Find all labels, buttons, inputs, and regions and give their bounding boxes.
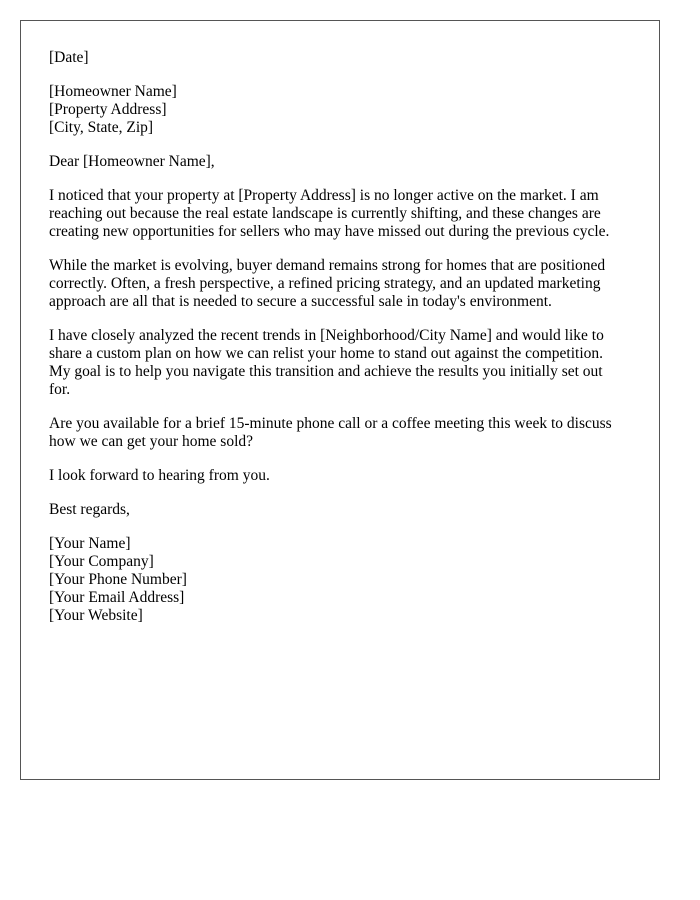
recipient-city: [City, State, Zip]	[49, 119, 154, 136]
body-line: I look forward to hearing from you.	[49, 467, 270, 484]
closing-text: Best regards,	[49, 501, 130, 518]
salutation	[49, 153, 631, 171]
sender-name: [Your Name]	[49, 535, 131, 552]
recipient-address	[49, 83, 631, 137]
body-line: for.	[49, 381, 71, 398]
recipient-street: [Property Address]	[49, 101, 167, 118]
signature-block	[49, 535, 631, 625]
body-line: correctly. Often, a fresh perspective, a refined pricing strategy, and an updated marketing	[49, 275, 601, 292]
body-line: I noticed that your property at [Property Address] is no longer active on the market. I am	[49, 187, 599, 204]
body-line: reaching out because the real estate landscape is currently shifting, and these changes are	[49, 205, 601, 222]
sender-email: [Your Email Address]	[49, 589, 185, 606]
date	[49, 49, 631, 67]
sender-phone: [Your Phone Number]	[49, 571, 187, 588]
body-paragraph-1	[49, 187, 631, 241]
closing	[49, 501, 631, 519]
body-line: Are you available for a brief 15-minute phone call or a coffee meeting this week to discuss	[49, 415, 612, 432]
body-line: approach are all that is needed to secure a successful sale in today's environment.	[49, 293, 552, 310]
body-line: I have closely analyzed the recent trends in [Neighborhood/City Name] and would like to	[49, 327, 604, 344]
body-line: creating new opportunities for sellers who may have missed out during the previous cycle.	[49, 223, 610, 240]
sender-company: [Your Company]	[49, 553, 154, 570]
body-paragraph-2	[49, 257, 631, 311]
sender-website: [Your Website]	[49, 607, 143, 624]
body-paragraph-5	[49, 467, 631, 485]
letter-page	[20, 20, 660, 780]
body-paragraph-4	[49, 415, 631, 451]
body-line: My goal is to help you navigate this transition and achieve the results you initially set out	[49, 363, 603, 380]
body-line: While the market is evolving, buyer demand remains strong for homes that are positioned	[49, 257, 606, 274]
salutation-text: Dear [Homeowner Name],	[49, 153, 215, 170]
body-line: share a custom plan on how we can relist your home to stand out against the competition.	[49, 345, 603, 362]
date-text: [Date]	[49, 49, 89, 66]
body-paragraph-3	[49, 327, 631, 399]
body-line: how we can get your home sold?	[49, 433, 254, 450]
recipient-name: [Homeowner Name]	[49, 83, 177, 100]
